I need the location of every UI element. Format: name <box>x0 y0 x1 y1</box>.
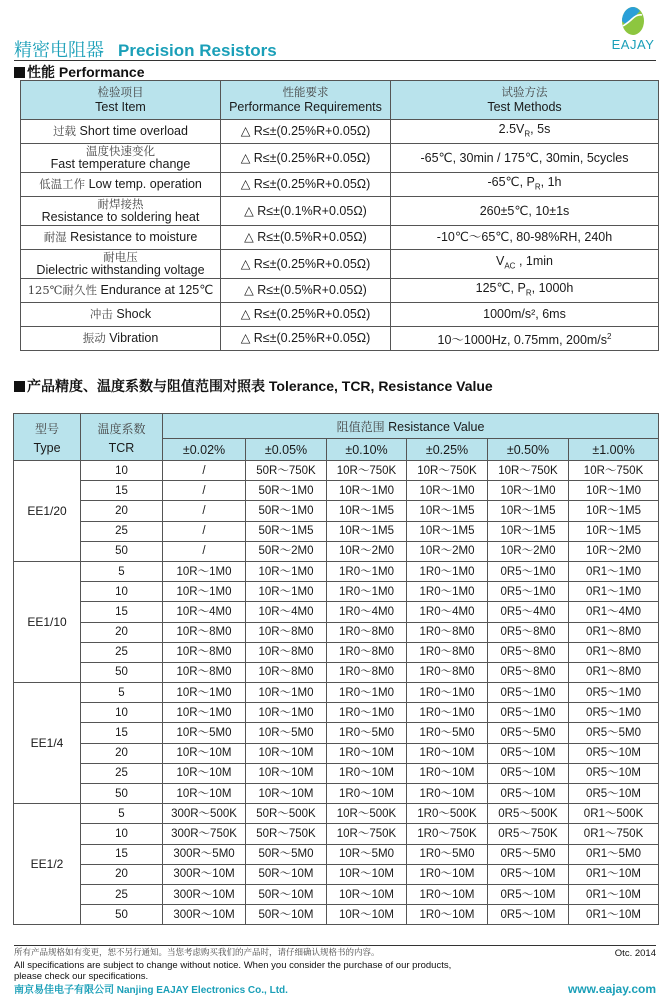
resistance-range-cell: 1R0～1M0 <box>327 683 407 703</box>
resistance-range-cell: 1R0～10M <box>407 784 488 804</box>
resistance-range-cell: 50R～5M0 <box>246 844 327 864</box>
resistance-range-cell: 0R5～8M0 <box>488 662 569 682</box>
resistance-range-cell: 50R～750K <box>246 461 327 481</box>
table-row <box>14 763 659 783</box>
resistance-range-cell: 50R～1M5 <box>246 521 327 541</box>
resistance-range-cell: 10R～10M <box>163 784 246 804</box>
type-cell: EE1/4 <box>14 683 81 804</box>
resistance-range-cell: 0R1～8M0 <box>569 622 659 642</box>
page-header <box>0 0 670 62</box>
resistance-range-cell: 10R～5M0 <box>246 723 327 743</box>
resistance-range-cell: 10R～1M5 <box>569 501 659 521</box>
table-row <box>14 582 659 602</box>
table-row <box>14 622 659 642</box>
resistance-range-cell: 1R0～500K <box>407 804 488 824</box>
tcr-cell: 5 <box>81 561 163 581</box>
requirement-cell: △ R≤±(0.5%R+0.05Ω) <box>221 226 391 250</box>
tcr-cell: 5 <box>81 683 163 703</box>
resistance-range-cell: 10R～4M0 <box>163 602 246 622</box>
resistance-range-cell: 1R0～10M <box>327 763 407 783</box>
resistance-range-cell: 0R5～5M0 <box>488 723 569 743</box>
resistance-range-cell: 10R～10M <box>163 743 246 763</box>
resistance-range-cell: 10R～2M0 <box>569 541 659 561</box>
tcr-cell: 25 <box>81 884 163 904</box>
resistance-range-cell: 0R1～1M0 <box>569 561 659 581</box>
resistance-range-cell: 1R0～5M0 <box>407 723 488 743</box>
table-row <box>14 541 659 561</box>
resistance-range-cell: 10R～1M0 <box>246 582 327 602</box>
resistance-range-cell: 10R～10M <box>327 905 407 925</box>
resistance-range-cell: 0R5～10M <box>569 763 659 783</box>
resistance-range-cell: 300R～500K <box>163 804 246 824</box>
resistance-range-cell: 1R0～10M <box>327 784 407 804</box>
col-header-tolerance: ±0.50% <box>488 439 569 461</box>
resistance-range-cell: 0R1～500K <box>569 804 659 824</box>
col-header-tolerance: ±0.02% <box>163 439 246 461</box>
test-method-cell: 260±5℃, 10±1s <box>391 197 659 226</box>
resistance-range-cell: 0R5～8M0 <box>488 622 569 642</box>
resistance-range-cell: 10R～1M5 <box>327 501 407 521</box>
resistance-range-cell: 1R0～1M0 <box>327 561 407 581</box>
resistance-range-cell: / <box>163 461 246 481</box>
tcr-cell: 20 <box>81 501 163 521</box>
table-row <box>14 723 659 743</box>
resistance-range-cell: 0R1～4M0 <box>569 602 659 622</box>
tcr-cell: 20 <box>81 864 163 884</box>
resistance-range-cell: 50R～10M <box>246 905 327 925</box>
resistance-range-cell: 1R0～8M0 <box>327 662 407 682</box>
performance-table <box>20 80 659 351</box>
table-row <box>14 501 659 521</box>
resistance-range-cell: 10R～1M0 <box>163 582 246 602</box>
resistance-range-cell: 10R～1M5 <box>407 501 488 521</box>
resistance-range-cell: 300R～10M <box>163 905 246 925</box>
resistance-range-cell: 10R～2M0 <box>407 541 488 561</box>
footer-note-en-1: All specifications are subject to change without notice. When you consider the purchase of our products, <box>14 959 452 971</box>
requirement-cell: △ R≤±(0.5%R+0.05Ω) <box>221 279 391 303</box>
resistance-range-cell: / <box>163 521 246 541</box>
resistance-range-cell: 10R～1M0 <box>163 703 246 723</box>
performance-row <box>21 327 659 351</box>
resistance-range-cell: 0R5～10M <box>488 784 569 804</box>
resistance-range-cell: 10R～8M0 <box>163 662 246 682</box>
performance-row <box>21 197 659 226</box>
col-header-resistance-value: 阻值范围 Resistance Value <box>163 414 659 439</box>
resistance-range-cell: 0R5～10M <box>488 743 569 763</box>
requirement-cell: △ R≤±(0.1%R+0.05Ω) <box>221 197 391 226</box>
resistance-range-cell: 1R0～8M0 <box>407 622 488 642</box>
resistance-range-cell: 0R5～750K <box>488 824 569 844</box>
test-item-cell: 耐湿 Resistance to moisture <box>21 226 221 250</box>
type-cell: EE1/10 <box>14 561 81 682</box>
resistance-range-cell: 0R5～10M <box>488 763 569 783</box>
page-title <box>14 36 277 62</box>
tcr-cell: 50 <box>81 662 163 682</box>
col-header-test-methods: 试验方法 Test Methods <box>391 81 659 120</box>
resistance-range-cell: 10R～2M0 <box>327 541 407 561</box>
resistance-range-cell: 300R～5M0 <box>163 844 246 864</box>
col-header-test-item: 检验项目 Test Item <box>21 81 221 120</box>
page-title-zh: 精密电阻器 <box>14 40 104 60</box>
footer-company: 南京易佳电子有限公司 Nanjing EAJAY Electronics Co., Ltd. <box>14 984 288 996</box>
resistance-range-cell: 300R～10M <box>163 884 246 904</box>
resistance-range-cell: 10R～8M0 <box>163 642 246 662</box>
resistance-range-cell: 1R0～10M <box>407 884 488 904</box>
resistance-range-cell: 50R～500K <box>246 804 327 824</box>
resistance-range-cell: 10R～1M0 <box>327 481 407 501</box>
resistance-range-cell: 0R5～4M0 <box>488 602 569 622</box>
resistance-range-cell: 300R～10M <box>163 864 246 884</box>
table-row <box>14 662 659 682</box>
resistance-range-cell: 10R～750K <box>327 461 407 481</box>
tcr-cell: 15 <box>81 602 163 622</box>
tcr-cell: 5 <box>81 804 163 824</box>
col-header-tcr: 温度系数 TCR <box>81 414 163 461</box>
resistance-range-cell: 1R0～8M0 <box>407 662 488 682</box>
resistance-range-cell: 0R1～750K <box>569 824 659 844</box>
col-header-tolerance: ±0.25% <box>407 439 488 461</box>
col-header-type: 型号 Type <box>14 414 81 461</box>
resistance-range-cell: 0R1～10M <box>569 864 659 884</box>
requirement-cell: △ R≤±(0.25%R+0.05Ω) <box>221 303 391 327</box>
table-row <box>14 642 659 662</box>
resistance-range-cell: / <box>163 501 246 521</box>
requirement-cell: △ R≤±(0.25%R+0.05Ω) <box>221 120 391 144</box>
resistance-range-cell: 0R5～8M0 <box>488 642 569 662</box>
resistance-range-cell: 0R5～10M <box>488 884 569 904</box>
resistance-range-cell: 10R～8M0 <box>163 622 246 642</box>
resistance-range-cell: 1R0～1M0 <box>327 703 407 723</box>
test-method-cell: 125℃, $P_R$, 1000h <box>391 279 659 303</box>
resistance-range-cell: 1R0～10M <box>407 905 488 925</box>
table-row <box>14 521 659 541</box>
test-method-cell: -10℃～65℃, 80-98%RH, 240h <box>391 226 659 250</box>
performance-row <box>21 279 659 303</box>
resistance-range-cell: 10R～1M0 <box>488 481 569 501</box>
resistance-range-cell: 0R5～5M0 <box>488 844 569 864</box>
page-footer <box>14 948 656 996</box>
requirement-cell: △ R≤±(0.25%R+0.05Ω) <box>221 250 391 279</box>
resistance-range-cell: 0R5～500K <box>488 804 569 824</box>
resistance-range-cell: 10R～5M0 <box>163 723 246 743</box>
resistance-range-cell: 10R～10M <box>327 884 407 904</box>
table-row <box>14 703 659 723</box>
resistance-range-cell: 10R～2M0 <box>488 541 569 561</box>
performance-row <box>21 303 659 327</box>
test-method-cell: $2.5V_R$, 5s <box>391 120 659 144</box>
resistance-range-cell: 1R0～10M <box>407 864 488 884</box>
test-method-cell: -65℃, $P_R$, 1h <box>391 173 659 197</box>
resistance-range-cell: 10R～8M0 <box>246 622 327 642</box>
resistance-range-cell: 10R～1M5 <box>569 521 659 541</box>
footer-date: Otc. 2014 <box>614 948 656 959</box>
test-item-cell: 耐电压 Dielectric withstanding voltage <box>21 250 221 279</box>
test-item-cell: 振动 Vibration <box>21 327 221 351</box>
resistance-range-cell: 1R0～4M0 <box>327 602 407 622</box>
tcr-cell: 50 <box>81 541 163 561</box>
leaf-logo-icon <box>620 6 646 36</box>
resistance-range-cell: 10R～1M0 <box>246 703 327 723</box>
table-row <box>14 784 659 804</box>
tcr-cell: 50 <box>81 784 163 804</box>
resistance-range-cell: / <box>163 481 246 501</box>
test-item-cell: 过载 Short time overload <box>21 120 221 144</box>
table-row <box>14 683 659 703</box>
table-row <box>14 824 659 844</box>
resistance-range-cell: 10R～750K <box>407 461 488 481</box>
resistance-range-cell: 1R0～8M0 <box>327 642 407 662</box>
tcr-cell: 50 <box>81 905 163 925</box>
resistance-range-cell: 0R5～5M0 <box>569 723 659 743</box>
footer-note-zh: 所有产品规格如有变更，恕不另行通知。当您考虑购买我们的产品时，请仔细确认规格书的内容。 <box>14 948 380 958</box>
tcr-cell: 15 <box>81 481 163 501</box>
type-cell: EE1/20 <box>14 461 81 562</box>
table-row <box>14 864 659 884</box>
requirement-cell: △ R≤±(0.25%R+0.05Ω) <box>221 173 391 197</box>
test-item-cell: 低温工作 Low temp. operation <box>21 173 221 197</box>
test-method-cell: $V_{AC}$ , 1min <box>391 250 659 279</box>
requirement-cell: △ R≤±(0.25%R+0.05Ω) <box>221 144 391 173</box>
tcr-cell: 10 <box>81 582 163 602</box>
resistance-range-cell: 1R0～10M <box>407 763 488 783</box>
company-logo <box>610 6 656 52</box>
resistance-range-cell: 0R1～8M0 <box>569 642 659 662</box>
tcr-cell: 25 <box>81 763 163 783</box>
table-row <box>14 561 659 581</box>
tcr-header-row-1 <box>14 414 659 439</box>
resistance-range-cell: 0R5～10M <box>569 784 659 804</box>
resistance-range-cell: 10R～1M5 <box>327 521 407 541</box>
logo-text: EAJAY <box>611 37 655 52</box>
resistance-range-cell: 1R0～1M0 <box>407 582 488 602</box>
test-item-cell: 冲击 Shock <box>21 303 221 327</box>
table-row <box>14 461 659 481</box>
resistance-range-cell: 10R～8M0 <box>246 642 327 662</box>
table-row <box>14 844 659 864</box>
type-cell: EE1/2 <box>14 804 81 925</box>
resistance-range-cell: 10R～1M0 <box>407 481 488 501</box>
resistance-range-cell: 0R5～1M0 <box>488 582 569 602</box>
tcr-cell: 25 <box>81 642 163 662</box>
table-row <box>14 481 659 501</box>
resistance-range-cell: 0R5～10M <box>488 864 569 884</box>
resistance-range-cell: 1R0～1M0 <box>407 703 488 723</box>
resistance-range-cell: 10R～1M0 <box>246 683 327 703</box>
resistance-range-cell: 1R0～8M0 <box>407 642 488 662</box>
performance-row <box>21 226 659 250</box>
resistance-range-cell: 10R～1M5 <box>488 501 569 521</box>
resistance-range-cell: 10R～1M5 <box>488 521 569 541</box>
resistance-range-cell: 0R1～1M0 <box>569 582 659 602</box>
tcr-section-title: 产品精度、温度系数与阻值范围对照表 Tolerance, TCR, Resistance Value <box>14 376 493 396</box>
resistance-range-cell: 0R1～10M <box>569 884 659 904</box>
square-bullet-icon <box>14 381 25 392</box>
resistance-range-cell: 1R0～1M0 <box>407 683 488 703</box>
tcr-cell: 15 <box>81 844 163 864</box>
requirement-cell: △ R≤±(0.25%R+0.05Ω) <box>221 327 391 351</box>
resistance-range-cell: 0R1～8M0 <box>569 662 659 682</box>
resistance-range-cell: 1R0～5M0 <box>407 844 488 864</box>
resistance-range-cell: 10R～8M0 <box>246 662 327 682</box>
page-title-en: Precision Resistors <box>118 41 277 60</box>
col-header-tolerance: ±0.10% <box>327 439 407 461</box>
resistance-range-cell: 1R0～10M <box>407 743 488 763</box>
resistance-range-cell: 10R～1M0 <box>246 561 327 581</box>
resistance-range-cell: 10R～1M0 <box>163 561 246 581</box>
tcr-cell: 20 <box>81 622 163 642</box>
resistance-range-cell: 10R～750K <box>569 461 659 481</box>
resistance-range-cell: 50R～10M <box>246 884 327 904</box>
tcr-cell: 15 <box>81 723 163 743</box>
resistance-range-cell: 10R～1M0 <box>569 481 659 501</box>
test-item-cell: 125℃耐久性 Endurance at 125℃ <box>21 279 221 303</box>
resistance-range-cell: 10R～4M0 <box>246 602 327 622</box>
resistance-range-cell: 50R～1M0 <box>246 481 327 501</box>
resistance-range-cell: 0R5～1M0 <box>488 683 569 703</box>
resistance-range-cell: 50R～10M <box>246 864 327 884</box>
resistance-range-cell: 10R～750K <box>327 824 407 844</box>
resistance-range-cell: 1R0～5M0 <box>327 723 407 743</box>
col-header-tolerance: ±0.05% <box>246 439 327 461</box>
square-bullet-icon <box>14 67 25 78</box>
resistance-range-cell: 10R～1M0 <box>163 683 246 703</box>
resistance-range-cell: 1R0～4M0 <box>407 602 488 622</box>
col-header-requirements: 性能要求 Performance Requirements <box>221 81 391 120</box>
resistance-range-cell: 10R～750K <box>488 461 569 481</box>
performance-row <box>21 144 659 173</box>
test-item-cell: 温度快速变化 Fast temperature change <box>21 144 221 173</box>
resistance-range-cell: 50R～750K <box>246 824 327 844</box>
performance-row <box>21 120 659 144</box>
tcr-cell: 20 <box>81 743 163 763</box>
resistance-range-cell: 1R0～1M0 <box>327 582 407 602</box>
table-row <box>14 602 659 622</box>
resistance-range-cell: 0R1～5M0 <box>569 844 659 864</box>
test-method-cell: -65℃, 30min / 175℃, 30min, 5cycles <box>391 144 659 173</box>
resistance-range-cell: 0R5～1M0 <box>488 703 569 723</box>
table-row <box>14 743 659 763</box>
resistance-range-cell: 300R～750K <box>163 824 246 844</box>
resistance-range-cell: 10R～500K <box>327 804 407 824</box>
tcr-cell: 10 <box>81 461 163 481</box>
footer-divider <box>14 945 656 946</box>
resistance-range-cell: 10R～10M <box>327 864 407 884</box>
test-method-cell: 10～1000Hz, 0.75mm, $200m/s^2$ <box>391 327 659 351</box>
resistance-range-cell: 1R0～1M0 <box>407 561 488 581</box>
resistance-range-cell: 0R5～1M0 <box>569 683 659 703</box>
resistance-range-cell: 0R1～10M <box>569 905 659 925</box>
performance-header-row <box>21 81 659 120</box>
footer-website-link[interactable]: www.eajay.com <box>567 982 656 996</box>
resistance-range-cell: 1R0～10M <box>327 743 407 763</box>
resistance-range-cell: 10R～5M0 <box>327 844 407 864</box>
table-row <box>14 804 659 824</box>
performance-section-title: 性能 Performance <box>14 62 144 82</box>
resistance-range-cell: 10R～1M5 <box>407 521 488 541</box>
footer-note-en-2: please check our specifications. <box>14 971 149 982</box>
performance-row <box>21 250 659 279</box>
resistance-range-cell: 0R5～1M0 <box>569 703 659 723</box>
table-row <box>14 884 659 904</box>
test-item-cell: 耐焊接热 Resistance to soldering heat <box>21 197 221 226</box>
tcr-cell: 10 <box>81 703 163 723</box>
resistance-range-cell: 50R～1M0 <box>246 501 327 521</box>
resistance-range-cell: / <box>163 541 246 561</box>
tolerance-tcr-table <box>13 413 659 925</box>
performance-row <box>21 173 659 197</box>
tcr-cell: 10 <box>81 824 163 844</box>
header-divider <box>14 60 656 61</box>
test-method-cell: 1000m/s², 6ms <box>391 303 659 327</box>
resistance-range-cell: 0R5～10M <box>569 743 659 763</box>
tcr-cell: 25 <box>81 521 163 541</box>
resistance-range-cell: 10R～10M <box>246 763 327 783</box>
resistance-range-cell: 0R5～1M0 <box>488 561 569 581</box>
resistance-range-cell: 50R～2M0 <box>246 541 327 561</box>
table-row <box>14 905 659 925</box>
resistance-range-cell: 10R～10M <box>163 763 246 783</box>
resistance-range-cell: 10R～10M <box>246 743 327 763</box>
resistance-range-cell: 10R～10M <box>246 784 327 804</box>
resistance-range-cell: 0R5～10M <box>488 905 569 925</box>
col-header-tolerance: ±1.00% <box>569 439 659 461</box>
resistance-range-cell: 1R0～8M0 <box>327 622 407 642</box>
resistance-range-cell: 1R0～750K <box>407 824 488 844</box>
